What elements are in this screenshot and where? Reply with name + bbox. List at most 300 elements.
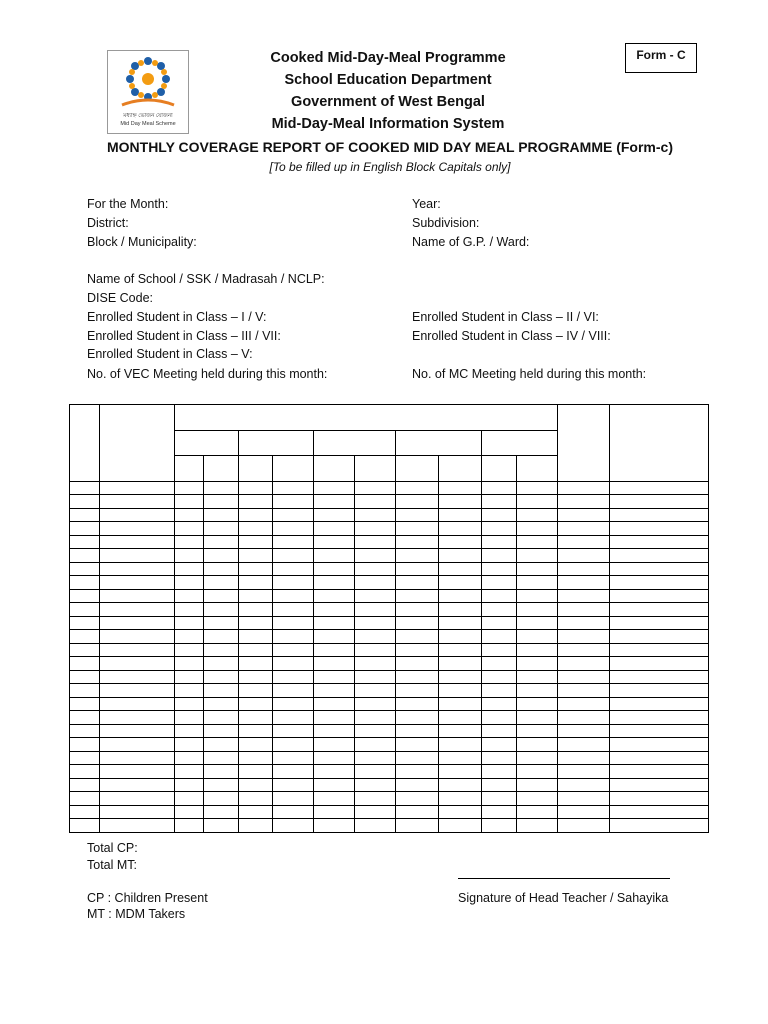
table-cell[interactable]	[396, 617, 439, 630]
table-cell[interactable]	[314, 752, 355, 765]
table-cell[interactable]	[482, 657, 517, 671]
table-cell[interactable]	[439, 509, 482, 522]
table-cell[interactable]	[100, 752, 175, 765]
table-cell[interactable]	[175, 806, 204, 819]
field-month[interactable]: For the Month:	[87, 197, 169, 211]
table-cell[interactable]	[439, 657, 482, 671]
table-cell[interactable]	[517, 725, 558, 738]
table-cell[interactable]	[396, 549, 439, 563]
table-cell[interactable]	[314, 792, 355, 806]
table-cell[interactable]	[239, 819, 273, 833]
table-cell[interactable]	[314, 617, 355, 630]
table-cell[interactable]	[355, 522, 396, 536]
table-cell[interactable]	[439, 765, 482, 779]
table-cell[interactable]	[355, 590, 396, 603]
table-cell[interactable]	[439, 806, 482, 819]
table-cell[interactable]	[314, 711, 355, 725]
table-cell[interactable]	[273, 644, 314, 657]
table-cell[interactable]	[517, 509, 558, 522]
table-cell[interactable]	[610, 617, 709, 630]
table-cell[interactable]	[396, 725, 439, 738]
table-cell[interactable]	[610, 711, 709, 725]
table-cell[interactable]	[204, 576, 239, 590]
table-cell[interactable]	[517, 603, 558, 617]
table-cell[interactable]	[558, 495, 610, 509]
table-cell[interactable]	[314, 698, 355, 711]
table-cell[interactable]	[558, 509, 610, 522]
table-cell[interactable]	[355, 630, 396, 644]
table-cell[interactable]	[396, 536, 439, 549]
table-cell[interactable]	[517, 495, 558, 509]
table-cell[interactable]	[610, 576, 709, 590]
table-cell[interactable]	[439, 792, 482, 806]
table-cell[interactable]	[273, 752, 314, 765]
table-cell[interactable]	[439, 563, 482, 576]
table-cell[interactable]	[355, 725, 396, 738]
table-cell[interactable]	[558, 630, 610, 644]
table-cell[interactable]	[100, 576, 175, 590]
table-cell[interactable]	[482, 617, 517, 630]
table-cell[interactable]	[558, 819, 610, 833]
table-cell[interactable]	[558, 657, 610, 671]
table-cell[interactable]	[239, 644, 273, 657]
table-cell[interactable]	[239, 671, 273, 684]
table-cell[interactable]	[610, 684, 709, 698]
table-cell[interactable]	[239, 522, 273, 536]
table-cell[interactable]	[482, 522, 517, 536]
table-cell[interactable]	[100, 657, 175, 671]
table-cell[interactable]	[175, 536, 204, 549]
table-cell[interactable]	[558, 725, 610, 738]
table-cell[interactable]	[70, 482, 100, 495]
table-cell[interactable]	[355, 779, 396, 792]
table-cell[interactable]	[100, 765, 175, 779]
table-cell[interactable]	[239, 725, 273, 738]
table-cell[interactable]	[610, 536, 709, 549]
table-cell[interactable]	[558, 792, 610, 806]
field-gp-ward[interactable]: Name of G.P. / Ward:	[412, 235, 530, 249]
table-cell[interactable]	[439, 725, 482, 738]
table-cell[interactable]	[558, 563, 610, 576]
table-cell[interactable]	[100, 549, 175, 563]
table-cell[interactable]	[100, 495, 175, 509]
table-cell[interactable]	[100, 482, 175, 495]
table-cell[interactable]	[175, 617, 204, 630]
table-cell[interactable]	[439, 617, 482, 630]
table-cell[interactable]	[314, 725, 355, 738]
table-cell[interactable]	[273, 684, 314, 698]
table-cell[interactable]	[70, 738, 100, 752]
table-cell[interactable]	[204, 495, 239, 509]
table-cell[interactable]	[517, 657, 558, 671]
table-cell[interactable]	[355, 806, 396, 819]
table-cell[interactable]	[517, 684, 558, 698]
table-cell[interactable]	[558, 576, 610, 590]
table-cell[interactable]	[239, 563, 273, 576]
table-cell[interactable]	[396, 765, 439, 779]
field-enrolled-class-2-6[interactable]: Enrolled Student in Class – II / VI:	[412, 310, 599, 324]
table-cell[interactable]	[610, 819, 709, 833]
table-cell[interactable]	[70, 806, 100, 819]
table-cell[interactable]	[70, 549, 100, 563]
table-cell[interactable]	[610, 752, 709, 765]
table-cell[interactable]	[355, 536, 396, 549]
table-cell[interactable]	[273, 779, 314, 792]
table-cell[interactable]	[610, 671, 709, 684]
field-vec-meeting[interactable]: No. of VEC Meeting held during this month:	[87, 367, 328, 381]
table-cell[interactable]	[355, 644, 396, 657]
table-cell[interactable]	[100, 644, 175, 657]
table-cell[interactable]	[175, 482, 204, 495]
table-cell[interactable]	[396, 819, 439, 833]
table-cell[interactable]	[355, 509, 396, 522]
table-cell[interactable]	[100, 617, 175, 630]
table-cell[interactable]	[482, 482, 517, 495]
field-enrolled-class-3-7[interactable]: Enrolled Student in Class – III / VII:	[87, 329, 281, 343]
table-cell[interactable]	[396, 657, 439, 671]
table-cell[interactable]	[273, 738, 314, 752]
table-cell[interactable]	[558, 617, 610, 630]
table-cell[interactable]	[100, 671, 175, 684]
table-cell[interactable]	[175, 711, 204, 725]
table-cell[interactable]	[273, 563, 314, 576]
table-cell[interactable]	[482, 725, 517, 738]
table-cell[interactable]	[517, 752, 558, 765]
table-cell[interactable]	[558, 522, 610, 536]
table-cell[interactable]	[70, 617, 100, 630]
table-cell[interactable]	[100, 779, 175, 792]
table-cell[interactable]	[239, 792, 273, 806]
table-cell[interactable]	[239, 509, 273, 522]
field-block[interactable]: Block / Municipality:	[87, 235, 197, 249]
table-cell[interactable]	[273, 806, 314, 819]
table-cell[interactable]	[204, 590, 239, 603]
table-cell[interactable]	[204, 522, 239, 536]
table-cell[interactable]	[482, 509, 517, 522]
table-cell[interactable]	[439, 536, 482, 549]
field-enrolled-class-4-8[interactable]: Enrolled Student in Class – IV / VIII:	[412, 329, 611, 343]
table-cell[interactable]	[100, 563, 175, 576]
table-cell[interactable]	[396, 698, 439, 711]
table-cell[interactable]	[204, 671, 239, 684]
field-year[interactable]: Year:	[412, 197, 441, 211]
table-cell[interactable]	[396, 522, 439, 536]
table-cell[interactable]	[100, 522, 175, 536]
field-school-name[interactable]: Name of School / SSK / Madrasah / NCLP:	[87, 272, 325, 286]
table-cell[interactable]	[517, 482, 558, 495]
table-cell[interactable]	[239, 576, 273, 590]
table-cell[interactable]	[70, 684, 100, 698]
table-cell[interactable]	[70, 765, 100, 779]
table-cell[interactable]	[610, 765, 709, 779]
table-cell[interactable]	[482, 765, 517, 779]
table-cell[interactable]	[100, 536, 175, 549]
table-cell[interactable]	[204, 819, 239, 833]
table-cell[interactable]	[314, 806, 355, 819]
table-cell[interactable]	[439, 590, 482, 603]
table-cell[interactable]	[396, 792, 439, 806]
table-cell[interactable]	[355, 495, 396, 509]
table-cell[interactable]	[355, 792, 396, 806]
table-cell[interactable]	[610, 630, 709, 644]
table-cell[interactable]	[610, 563, 709, 576]
table-cell[interactable]	[239, 779, 273, 792]
table-cell[interactable]	[355, 617, 396, 630]
table-cell[interactable]	[396, 495, 439, 509]
table-cell[interactable]	[204, 536, 239, 549]
table-cell[interactable]	[517, 698, 558, 711]
table-cell[interactable]	[558, 590, 610, 603]
table-cell[interactable]	[314, 536, 355, 549]
table-cell[interactable]	[610, 549, 709, 563]
table-cell[interactable]	[396, 509, 439, 522]
table-cell[interactable]	[314, 738, 355, 752]
table-cell[interactable]	[314, 819, 355, 833]
table-cell[interactable]	[204, 738, 239, 752]
table-cell[interactable]	[558, 671, 610, 684]
table-cell[interactable]	[204, 779, 239, 792]
table-cell[interactable]	[273, 657, 314, 671]
field-dise-code[interactable]: DISE Code:	[87, 291, 154, 305]
table-cell[interactable]	[314, 657, 355, 671]
table-cell[interactable]	[558, 684, 610, 698]
table-cell[interactable]	[355, 819, 396, 833]
table-cell[interactable]	[558, 482, 610, 495]
table-cell[interactable]	[239, 603, 273, 617]
table-cell[interactable]	[175, 563, 204, 576]
table-cell[interactable]	[175, 792, 204, 806]
table-cell[interactable]	[355, 563, 396, 576]
table-cell[interactable]	[70, 792, 100, 806]
table-cell[interactable]	[610, 657, 709, 671]
table-cell[interactable]	[314, 630, 355, 644]
table-cell[interactable]	[355, 657, 396, 671]
table-cell[interactable]	[396, 806, 439, 819]
table-cell[interactable]	[355, 671, 396, 684]
table-cell[interactable]	[558, 738, 610, 752]
table-cell[interactable]	[355, 576, 396, 590]
table-cell[interactable]	[70, 509, 100, 522]
field-enrolled-class-1-5[interactable]: Enrolled Student in Class – I / V:	[87, 310, 267, 324]
table-cell[interactable]	[70, 563, 100, 576]
table-cell[interactable]	[239, 752, 273, 765]
table-cell[interactable]	[314, 779, 355, 792]
table-cell[interactable]	[439, 482, 482, 495]
table-cell[interactable]	[396, 576, 439, 590]
table-cell[interactable]	[273, 549, 314, 563]
table-cell[interactable]	[482, 549, 517, 563]
table-cell[interactable]	[482, 536, 517, 549]
table-cell[interactable]	[355, 738, 396, 752]
table-cell[interactable]	[70, 779, 100, 792]
table-cell[interactable]	[273, 509, 314, 522]
table-cell[interactable]	[396, 671, 439, 684]
table-cell[interactable]	[314, 482, 355, 495]
table-cell[interactable]	[239, 536, 273, 549]
table-cell[interactable]	[517, 576, 558, 590]
table-cell[interactable]	[239, 657, 273, 671]
table-cell[interactable]	[175, 819, 204, 833]
total-cp[interactable]: Total CP:	[87, 841, 138, 855]
table-cell[interactable]	[439, 644, 482, 657]
table-cell[interactable]	[439, 684, 482, 698]
table-cell[interactable]	[175, 522, 204, 536]
table-cell[interactable]	[610, 779, 709, 792]
table-cell[interactable]	[175, 684, 204, 698]
table-cell[interactable]	[204, 563, 239, 576]
table-cell[interactable]	[314, 509, 355, 522]
total-mt[interactable]: Total MT:	[87, 858, 138, 872]
table-cell[interactable]	[70, 725, 100, 738]
field-district[interactable]: District:	[87, 216, 129, 230]
table-cell[interactable]	[70, 536, 100, 549]
table-cell[interactable]	[273, 536, 314, 549]
table-cell[interactable]	[439, 752, 482, 765]
table-cell[interactable]	[175, 495, 204, 509]
table-cell[interactable]	[314, 644, 355, 657]
table-cell[interactable]	[314, 765, 355, 779]
table-cell[interactable]	[517, 630, 558, 644]
table-cell[interactable]	[314, 522, 355, 536]
table-cell[interactable]	[204, 752, 239, 765]
table-cell[interactable]	[239, 698, 273, 711]
table-cell[interactable]	[517, 819, 558, 833]
table-cell[interactable]	[610, 806, 709, 819]
table-cell[interactable]	[70, 522, 100, 536]
table-cell[interactable]	[273, 792, 314, 806]
table-cell[interactable]	[314, 603, 355, 617]
table-cell[interactable]	[558, 644, 610, 657]
table-cell[interactable]	[204, 684, 239, 698]
table-cell[interactable]	[314, 549, 355, 563]
table-cell[interactable]	[610, 522, 709, 536]
table-cell[interactable]	[396, 644, 439, 657]
table-cell[interactable]	[175, 765, 204, 779]
table-cell[interactable]	[273, 630, 314, 644]
table-cell[interactable]	[100, 509, 175, 522]
table-cell[interactable]	[482, 698, 517, 711]
table-cell[interactable]	[175, 725, 204, 738]
table-cell[interactable]	[100, 698, 175, 711]
table-cell[interactable]	[239, 684, 273, 698]
table-cell[interactable]	[204, 792, 239, 806]
table-cell[interactable]	[558, 765, 610, 779]
table-cell[interactable]	[204, 725, 239, 738]
table-cell[interactable]	[482, 603, 517, 617]
table-cell[interactable]	[439, 603, 482, 617]
table-cell[interactable]	[355, 549, 396, 563]
table-cell[interactable]	[175, 644, 204, 657]
table-cell[interactable]	[396, 779, 439, 792]
table-cell[interactable]	[482, 779, 517, 792]
table-cell[interactable]	[482, 738, 517, 752]
table-cell[interactable]	[70, 711, 100, 725]
table-cell[interactable]	[439, 779, 482, 792]
table-cell[interactable]	[100, 725, 175, 738]
table-cell[interactable]	[273, 522, 314, 536]
table-cell[interactable]	[482, 630, 517, 644]
table-cell[interactable]	[558, 779, 610, 792]
table-cell[interactable]	[482, 563, 517, 576]
table-cell[interactable]	[175, 603, 204, 617]
table-cell[interactable]	[273, 603, 314, 617]
table-cell[interactable]	[204, 644, 239, 657]
table-cell[interactable]	[239, 806, 273, 819]
table-cell[interactable]	[175, 738, 204, 752]
table-cell[interactable]	[273, 495, 314, 509]
table-cell[interactable]	[70, 576, 100, 590]
table-cell[interactable]	[396, 482, 439, 495]
table-cell[interactable]	[175, 576, 204, 590]
field-enrolled-class-5[interactable]: Enrolled Student in Class – V:	[87, 347, 253, 361]
table-cell[interactable]	[273, 617, 314, 630]
table-cell[interactable]	[175, 630, 204, 644]
table-cell[interactable]	[204, 657, 239, 671]
table-cell[interactable]	[175, 657, 204, 671]
table-cell[interactable]	[273, 482, 314, 495]
table-cell[interactable]	[355, 711, 396, 725]
table-cell[interactable]	[482, 590, 517, 603]
table-cell[interactable]	[239, 549, 273, 563]
table-cell[interactable]	[273, 698, 314, 711]
table-cell[interactable]	[558, 806, 610, 819]
table-cell[interactable]	[517, 644, 558, 657]
table-cell[interactable]	[610, 644, 709, 657]
table-cell[interactable]	[439, 522, 482, 536]
table-cell[interactable]	[610, 698, 709, 711]
table-cell[interactable]	[610, 482, 709, 495]
table-cell[interactable]	[239, 711, 273, 725]
table-cell[interactable]	[396, 738, 439, 752]
table-cell[interactable]	[273, 590, 314, 603]
table-cell[interactable]	[70, 698, 100, 711]
table-cell[interactable]	[204, 711, 239, 725]
table-cell[interactable]	[175, 752, 204, 765]
table-cell[interactable]	[314, 576, 355, 590]
table-cell[interactable]	[610, 509, 709, 522]
table-cell[interactable]	[482, 819, 517, 833]
table-cell[interactable]	[70, 590, 100, 603]
table-cell[interactable]	[175, 549, 204, 563]
table-cell[interactable]	[396, 752, 439, 765]
table-cell[interactable]	[517, 792, 558, 806]
table-cell[interactable]	[273, 819, 314, 833]
field-mc-meeting[interactable]: No. of MC Meeting held during this month:	[412, 367, 647, 381]
table-cell[interactable]	[439, 576, 482, 590]
table-cell[interactable]	[239, 482, 273, 495]
table-cell[interactable]	[439, 671, 482, 684]
table-cell[interactable]	[482, 711, 517, 725]
table-cell[interactable]	[482, 576, 517, 590]
table-cell[interactable]	[175, 779, 204, 792]
table-cell[interactable]	[273, 765, 314, 779]
table-cell[interactable]	[558, 711, 610, 725]
table-cell[interactable]	[70, 657, 100, 671]
table-cell[interactable]	[439, 549, 482, 563]
table-cell[interactable]	[70, 671, 100, 684]
table-cell[interactable]	[482, 495, 517, 509]
table-cell[interactable]	[273, 576, 314, 590]
table-cell[interactable]	[355, 752, 396, 765]
table-cell[interactable]	[239, 617, 273, 630]
table-cell[interactable]	[100, 819, 175, 833]
table-cell[interactable]	[558, 536, 610, 549]
table-cell[interactable]	[610, 725, 709, 738]
table-cell[interactable]	[517, 549, 558, 563]
table-cell[interactable]	[396, 684, 439, 698]
table-cell[interactable]	[439, 630, 482, 644]
table-cell[interactable]	[204, 765, 239, 779]
